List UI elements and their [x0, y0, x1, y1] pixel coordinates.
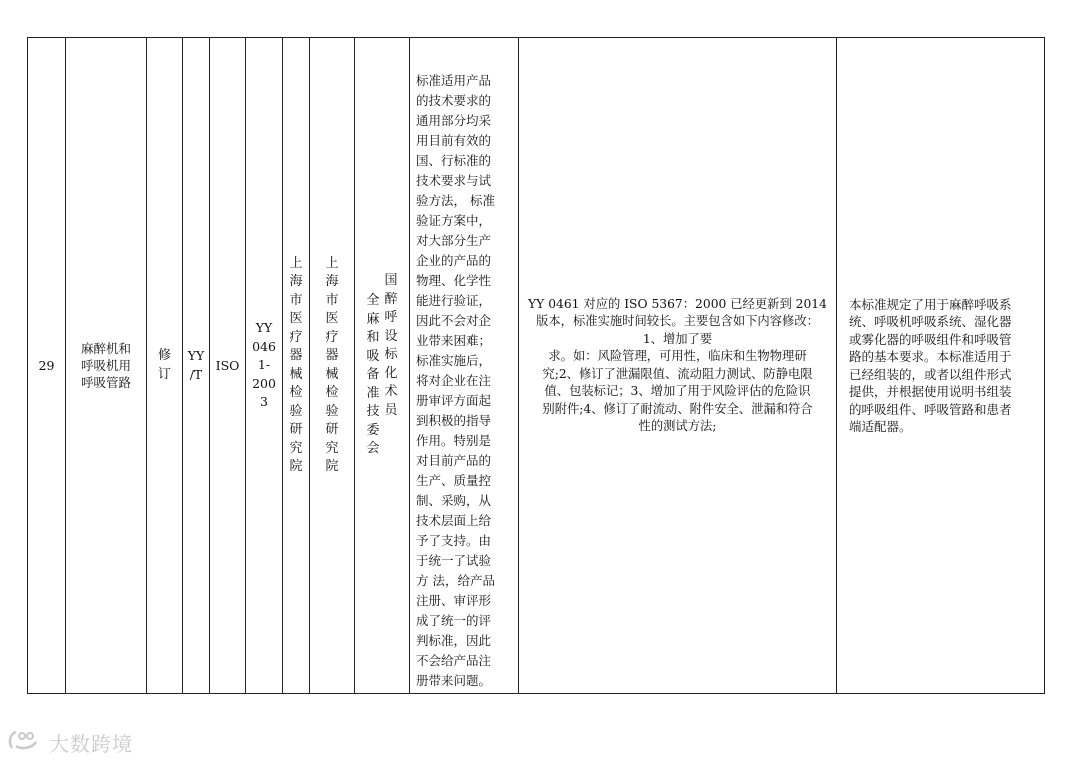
- watermark-text: 大数跨境: [49, 732, 133, 756]
- name-line: 呼吸管路: [80, 375, 131, 390]
- text-line: 技术层面上给: [416, 513, 492, 528]
- vertical-char: 和: [366, 330, 380, 346]
- vertical-char: 验: [325, 403, 339, 419]
- text-line: 将对企业在注: [416, 373, 492, 388]
- vertical-char: 备: [366, 367, 380, 383]
- vertical-char: 上: [325, 255, 339, 271]
- cell-standard-code: [245, 38, 282, 693]
- vertical-char: 械: [325, 366, 339, 382]
- vertical-char: 器: [289, 348, 303, 363]
- vertical-char: 全: [366, 293, 380, 309]
- vertical-char: 海: [325, 274, 339, 289]
- revision-char: 订: [157, 366, 171, 382]
- committee-col: [385, 272, 398, 420]
- vertical-char: 设: [384, 328, 398, 344]
- vertical-char: 术: [384, 384, 398, 400]
- vertical-char: 究: [325, 440, 339, 456]
- vertical-char: 验: [289, 403, 303, 419]
- text-line: 验证方案中，: [416, 213, 492, 228]
- vertical-char: 海: [289, 274, 303, 289]
- text-line: 制、采购，从: [416, 493, 492, 508]
- vertical-char: 技: [366, 404, 380, 420]
- vertical-char: 呼: [384, 310, 398, 326]
- text-line: 成了统一的评: [416, 613, 492, 628]
- text-line: 判标准，因此: [416, 633, 492, 648]
- adoption-source: ISO: [215, 358, 240, 373]
- cell-revision-reason: [518, 38, 836, 693]
- vertical-char: 员: [384, 402, 398, 418]
- text-line: 统、呼吸机呼吸系统、湿化器: [849, 314, 1012, 329]
- text-line: 业带来困难；: [416, 333, 492, 348]
- text-line: 册审评方面起: [416, 393, 492, 408]
- text-line: 物理、化学性: [416, 273, 492, 288]
- text-line: 册带来问题。: [416, 673, 492, 688]
- vertical-char: 医: [325, 311, 339, 326]
- text-line: 本标准规定了用于麻醉呼吸系: [849, 296, 1012, 312]
- code-line: 3: [260, 394, 268, 410]
- text-line: 对大部分生产: [416, 233, 492, 248]
- vertical-char: 上: [289, 255, 303, 271]
- standard-name: [81, 340, 131, 391]
- vertical-char: 委: [366, 422, 380, 438]
- watermark: [6, 728, 133, 757]
- revision-reason: [528, 296, 827, 436]
- logo-icon: [6, 728, 46, 757]
- vertical-char: 医: [289, 311, 303, 326]
- text-line: 验方法， 标准: [416, 193, 495, 208]
- text-line: 予了支持。由: [416, 533, 492, 548]
- vertical-char: 院: [325, 459, 339, 474]
- cell-responsible-unit: [309, 38, 354, 693]
- vertical-char: 标: [384, 347, 398, 363]
- text-line: 究;2、修订了泄漏限值、流动阻力测试、防静电限: [542, 366, 813, 381]
- text-line: YY 0461 对应的 ISO 5367：2000 已经更新到 2014: [528, 296, 827, 311]
- revision-type: [158, 347, 171, 384]
- text-line: 到积极的指导: [416, 413, 492, 428]
- text-line: 提供，并根据使用说明书组装: [849, 384, 1012, 399]
- name-line: 呼吸机用: [80, 358, 131, 373]
- code-line: 200: [252, 375, 276, 391]
- code-line: YY: [255, 320, 273, 336]
- vertical-char: 研: [289, 422, 303, 437]
- text-line: 已经组装的，或者以组件形式: [849, 366, 1012, 382]
- standard-table-row: [27, 37, 1045, 694]
- vertical-char: 究: [289, 440, 303, 456]
- vertical-char: 准: [366, 385, 380, 401]
- text-line: 通用部分均采: [416, 113, 492, 128]
- cell-scope: [836, 38, 1045, 693]
- vertical-char: 疗: [325, 329, 339, 345]
- standard-type: [188, 347, 205, 384]
- vertical-char: 研: [325, 422, 339, 437]
- cell-adoption: [209, 38, 245, 693]
- cell-committee: [354, 38, 409, 693]
- text-line: 别附件;4、修订了耐流动、附件安全、泄漏和符合: [542, 401, 813, 416]
- vertical-char: 市: [325, 292, 339, 308]
- standard-code: [252, 319, 276, 412]
- vertical-char: 检: [289, 385, 303, 400]
- text-line: 性的测试方法;: [638, 419, 717, 433]
- text-line: 求。如：风险管理，可用性，临床和生物物理研: [548, 349, 807, 363]
- text-line: 的技术要求的: [416, 93, 492, 108]
- text-line: 标准适用产品: [416, 73, 492, 88]
- row-number: 29: [38, 358, 55, 373]
- scope-description: [837, 296, 1044, 436]
- vertical-char: 醉: [384, 291, 398, 307]
- text-line: 用目前有效的: [416, 133, 492, 148]
- text-line: 值、包装标记；3、增加了用于风险评估的危险识: [544, 384, 811, 398]
- cell-number: [27, 38, 65, 693]
- text-line: 技术要求与试: [416, 173, 492, 188]
- type-line: YY: [187, 348, 205, 363]
- text-line: 国、行标准的: [416, 153, 492, 168]
- revision-char: 修: [157, 348, 171, 363]
- code-line: 046: [252, 338, 276, 354]
- text-line: 方 法，给产品: [416, 573, 495, 588]
- impact-analysis: [410, 71, 518, 691]
- vertical-char: 检: [325, 385, 339, 400]
- type-line: /T: [189, 366, 203, 382]
- text-line: 于统一了试验: [416, 553, 492, 568]
- vertical-char: 会: [366, 441, 380, 457]
- vertical-char: 国: [384, 273, 398, 289]
- cell-revision: [146, 38, 182, 693]
- text-line: 1、增加了要: [642, 331, 713, 346]
- text-line: 生产、质量控: [416, 473, 492, 488]
- text-line: 注册、审评形: [416, 593, 492, 608]
- name-line: 麻醉机和: [80, 341, 131, 356]
- vertical-char: 械: [289, 366, 303, 382]
- vertical-char: 疗: [289, 329, 303, 345]
- text-line: 路的基本要求。本标准适用于: [849, 349, 1012, 364]
- text-line: 对目前产品的: [416, 453, 492, 468]
- cell-standard-name: [65, 38, 146, 693]
- cell-drafting-unit: [282, 38, 309, 693]
- committee: [366, 272, 397, 459]
- text-line: 作用。特别是: [416, 433, 492, 448]
- responsible-unit: [325, 255, 338, 477]
- vertical-char: 麻: [366, 311, 380, 327]
- committee-col: [366, 292, 379, 459]
- vertical-char: 院: [289, 459, 303, 474]
- vertical-char: 市: [289, 292, 303, 308]
- text-line: 不会给产品注: [416, 653, 492, 668]
- text-line: 企业的产品的: [416, 253, 492, 268]
- text-line: 或雾化器的呼吸组件和呼吸管: [849, 331, 1012, 347]
- text-line: 标准实施后，: [416, 353, 492, 368]
- text-line: 能进行验证，: [416, 293, 492, 308]
- cell-impact-analysis: [409, 38, 518, 693]
- vertical-char: 化: [384, 365, 398, 381]
- vertical-char: 吸: [366, 348, 380, 364]
- text-line: 因此不会对企: [416, 313, 492, 328]
- text-line: 版本，标准实施时间较长。主要包含如下内容修改：: [536, 314, 819, 328]
- code-line: 1-: [257, 357, 271, 373]
- drafting-unit: [289, 255, 302, 477]
- vertical-char: 器: [325, 348, 339, 363]
- text-line: 端适配器。: [849, 419, 912, 434]
- text-line: 的呼吸组件、呼吸管路和患者: [849, 401, 1012, 417]
- cell-standard-type: [182, 38, 209, 693]
